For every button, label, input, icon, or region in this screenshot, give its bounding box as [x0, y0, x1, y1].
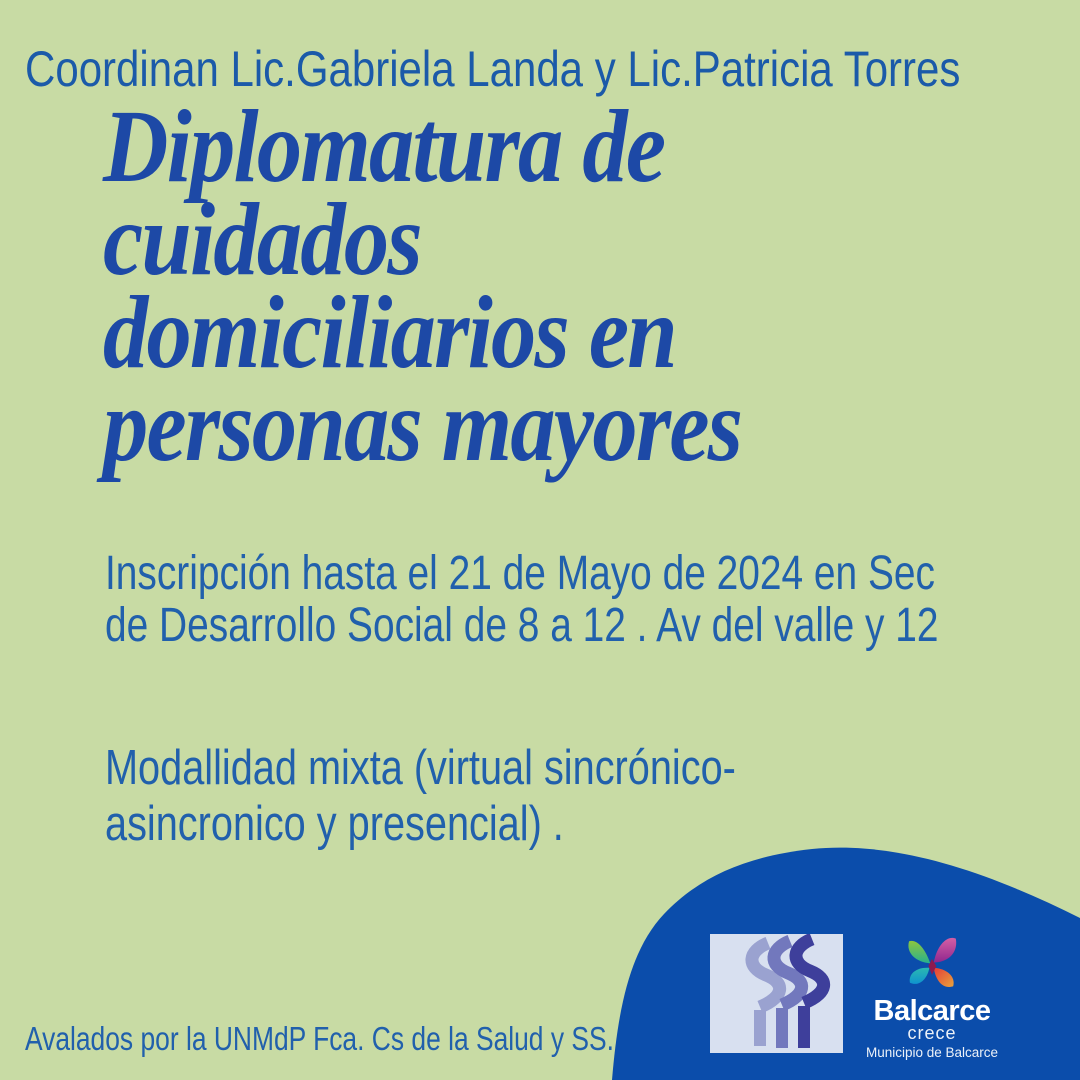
- title-line-3: domiciliarios en: [103, 275, 676, 390]
- title-line-2: cuidados: [103, 182, 421, 297]
- modality-line-1: Modallidad mixta (virtual sincrónico-: [105, 741, 736, 795]
- balcarce-logo: [852, 936, 1012, 1061]
- title-line-1: Diplomatura de: [103, 89, 665, 204]
- sss-waves-logo: [710, 934, 843, 1053]
- inscription-line-1: Inscripción hasta el 21 de Mayo de 2024 en Sec: [105, 547, 935, 600]
- title-line-4: personas mayores: [103, 368, 742, 483]
- butterfly-icon: [902, 936, 962, 996]
- modality-line-2: asincronico y presencial) .: [105, 797, 564, 851]
- endorsement-line: Avalados por la UNMdP Fca. Cs de la Salud y SS.: [25, 1020, 614, 1057]
- balcarce-tagline: crece: [907, 1023, 957, 1043]
- balcarce-name: Balcarce: [873, 995, 991, 1027]
- inscription-line-2: de Desarrollo Social de 8 a 12 . Av del valle y 12: [105, 599, 939, 652]
- balcarce-subtitle: Municipio de Balcarce: [865, 1045, 999, 1060]
- coordinators-line: Coordinan Lic.Gabriela Landa y Lic.Patricia Torres: [25, 41, 961, 97]
- sss-waves-icon: [710, 934, 843, 1053]
